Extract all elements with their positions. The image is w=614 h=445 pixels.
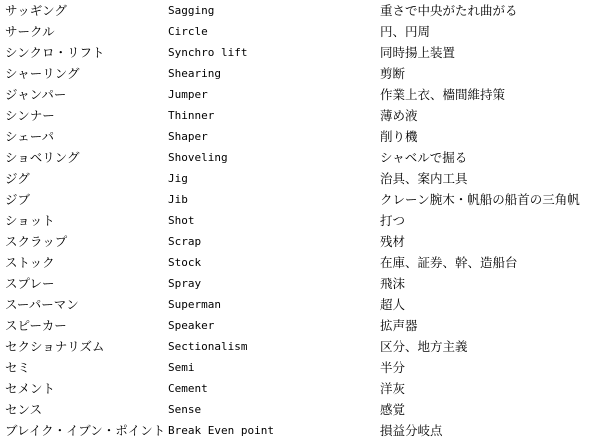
- glossary-row: [0, 399, 614, 420]
- glossary-row: [0, 105, 614, 126]
- glossary-row: [0, 42, 614, 63]
- term-meaning: 円、円周: [380, 24, 431, 39]
- term-english: Superman: [168, 298, 221, 311]
- term-katakana: セメント: [5, 381, 56, 396]
- term-meaning: 損益分岐点: [380, 423, 443, 438]
- term-meaning: シャベルで掘る: [380, 150, 468, 165]
- term-katakana: ストック: [5, 255, 55, 270]
- term-katakana: スプレー: [5, 276, 55, 291]
- glossary-row: [0, 273, 614, 294]
- glossary-row: [0, 189, 614, 210]
- term-english: Jumper: [168, 88, 208, 101]
- term-meaning: 超人: [380, 297, 406, 312]
- term-meaning: 治具、案内工具: [380, 171, 468, 186]
- term-english: Thinner: [168, 109, 215, 122]
- term-katakana: シンクロ・リフト: [5, 45, 105, 60]
- term-katakana: スピーカー: [5, 318, 67, 333]
- term-katakana: スーパーマン: [5, 297, 79, 312]
- term-katakana: ジグ: [5, 171, 30, 186]
- term-meaning: 半分: [380, 360, 406, 375]
- term-meaning: 同時揚上装置: [380, 45, 456, 60]
- term-english: Sagging: [168, 4, 215, 17]
- term-meaning: 薄め液: [380, 108, 418, 123]
- term-meaning: 飛沫: [380, 276, 406, 291]
- term-english: Shoveling: [168, 151, 228, 164]
- glossary-row: [0, 336, 614, 357]
- glossary-row: [0, 378, 614, 399]
- term-katakana: シェーパ: [5, 129, 55, 144]
- term-english: Speaker: [168, 319, 215, 332]
- glossary-row: [0, 231, 614, 252]
- term-english: Jib: [168, 193, 188, 206]
- glossary-row: [0, 84, 614, 105]
- term-katakana: シャーリング: [5, 66, 80, 81]
- glossary-row: [0, 252, 614, 273]
- term-english: Sectionalism: [168, 340, 248, 353]
- glossary-row: [0, 21, 614, 42]
- term-katakana: セクショナリズム: [5, 339, 105, 354]
- term-english: Break Even point: [168, 424, 274, 437]
- term-katakana: サークル: [5, 24, 55, 39]
- glossary-row: [0, 210, 614, 231]
- term-english: Synchro lift: [168, 46, 248, 59]
- term-katakana: セミ: [5, 360, 31, 375]
- term-katakana: ジブ: [5, 192, 31, 207]
- term-english: Cement: [168, 382, 208, 395]
- term-meaning: 重さで中央がたれ曲がる: [380, 3, 518, 18]
- term-meaning: 感覚: [380, 402, 406, 417]
- term-english: Spray: [168, 277, 202, 290]
- glossary-row: [0, 126, 614, 147]
- glossary-row: [0, 147, 614, 168]
- term-english: Scrap: [168, 235, 202, 248]
- glossary-row: [0, 420, 614, 441]
- glossary-row: [0, 63, 614, 84]
- term-meaning: 洋灰: [380, 381, 406, 396]
- term-meaning: 在庫、証券、幹、造船台: [380, 255, 518, 270]
- glossary-row: [0, 315, 614, 336]
- term-katakana: スクラップ: [5, 234, 68, 249]
- term-meaning: 削り機: [380, 129, 418, 144]
- term-english: Circle: [168, 25, 208, 38]
- glossary-row: [0, 0, 614, 21]
- term-katakana: シンナー: [5, 108, 55, 123]
- term-english: Shaper: [168, 130, 208, 143]
- term-meaning: 剪断: [380, 66, 406, 81]
- term-english: Semi: [168, 361, 195, 374]
- term-meaning: 打つ: [380, 213, 406, 228]
- term-meaning: クレーン腕木・帆船の船首の三角帆: [380, 192, 580, 207]
- term-english: Stock: [168, 256, 202, 269]
- term-meaning: 拡声器: [380, 318, 418, 333]
- term-katakana: ジャンパー: [5, 87, 67, 102]
- term-meaning: 残材: [380, 234, 406, 249]
- term-english: Shearing: [168, 67, 221, 80]
- term-english: Sense: [168, 403, 202, 416]
- glossary-row: [0, 357, 614, 378]
- term-katakana: ショット: [5, 213, 55, 228]
- term-english: Jig: [168, 172, 188, 185]
- term-katakana: ショベリング: [5, 150, 80, 165]
- glossary-row: [0, 168, 614, 189]
- term-katakana: サッギング: [5, 3, 67, 18]
- term-katakana: ブレイク・イブン・ポイント: [5, 423, 165, 438]
- term-meaning: 区分、地方主義: [380, 339, 468, 354]
- glossary-row: [0, 294, 614, 315]
- term-meaning: 作業上衣、檣間維持策: [380, 87, 506, 102]
- term-english: Shot: [168, 214, 195, 227]
- term-katakana: センス: [5, 402, 43, 417]
